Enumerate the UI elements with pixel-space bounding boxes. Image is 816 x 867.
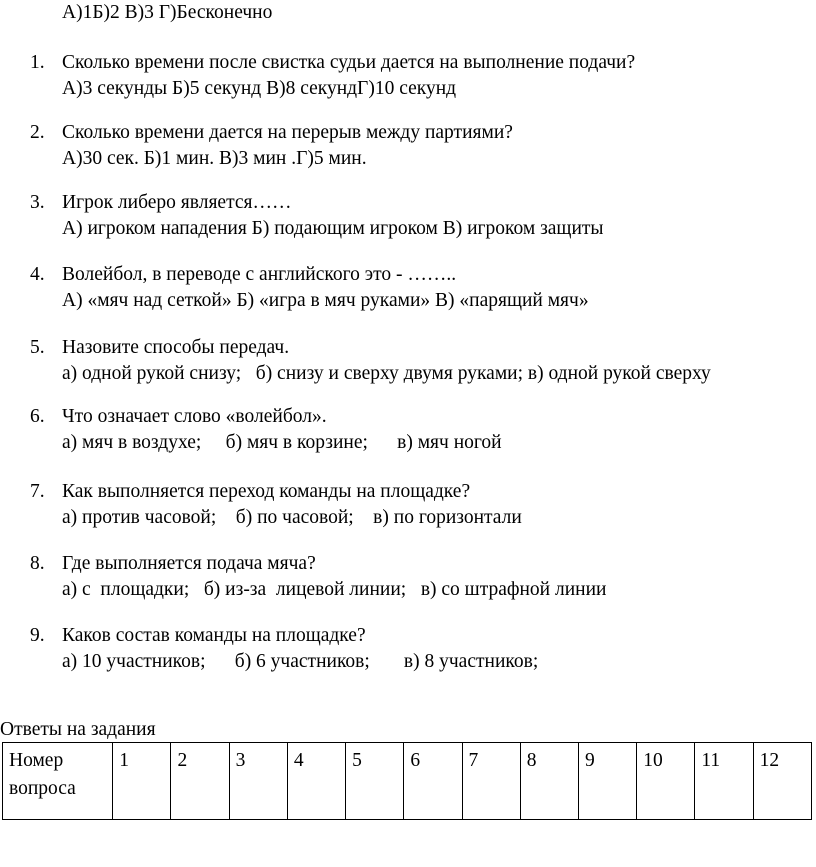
header-label-line2: вопроса: [9, 778, 76, 799]
question-answers: А) игроком нападения Б) подающим игроком В) игроком защиты: [62, 218, 604, 239]
answer-column-5: 5: [346, 743, 404, 820]
question-text: Сколько времени дается на перерыв между партиями?: [62, 122, 513, 143]
question-answers: а) с площадки; б) из-за лицевой линии; в) со штрафной линии: [62, 579, 607, 600]
question-number: 5.: [30, 337, 45, 358]
answer-column-7: 7: [462, 743, 520, 820]
header-label-line1: Номер: [9, 750, 64, 771]
question-number: 6.: [30, 406, 45, 427]
answer-column-8: 8: [520, 743, 578, 820]
question-number: 8.: [30, 553, 45, 574]
answer-column-4: 4: [287, 743, 345, 820]
question-number: 9.: [30, 625, 45, 646]
answer-column-1: 1: [113, 743, 171, 820]
question-answers: а) мяч в воздухе; б) мяч в корзине; в) мяч ногой: [62, 432, 502, 453]
answer-column-2: 2: [171, 743, 229, 820]
question-answers: а) одной рукой снизу; б) снизу и сверху двумя руками; в) одной рукой сверху: [62, 363, 711, 384]
question-number: 2.: [30, 122, 45, 143]
question-text: Что означает слово «волейбол».: [62, 406, 327, 427]
answer-column-9: 9: [578, 743, 636, 820]
question-answers: А)3 секунды Б)5 секунд В)8 секундГ)10 секунд: [62, 78, 457, 99]
question-text: Игрок либеро является……: [62, 192, 292, 213]
answers-title: Ответы на задания: [0, 719, 156, 740]
question-text: Назовите способы передач.: [62, 337, 290, 358]
question-text: Сколько времени после свистка судьи дается на выполнение подачи?: [62, 52, 636, 73]
question-number: 3.: [30, 192, 45, 213]
question-number: 1.: [30, 52, 45, 73]
question-answers: А)30 сек. Б)1 мин. В)3 мин .Г)5 мин.: [62, 148, 367, 169]
question-number-header: [3, 743, 113, 820]
answer-column-6: 6: [404, 743, 462, 820]
question-answers: а) против часовой; б) по часовой; в) по горизонтали: [62, 507, 522, 528]
question-text: Где выполняется подача мяча?: [62, 553, 316, 574]
question-text: Как выполняется переход команды на площадке?: [62, 481, 471, 502]
answer-options-line: А)1Б)2 В)3 Г)Бесконечно: [62, 2, 273, 23]
question-text: Волейбол, в переводе с английского это - ……..: [62, 264, 457, 285]
answers-table-row: [3, 743, 812, 820]
answer-column-12: 12: [753, 743, 811, 820]
answers-table: [2, 742, 812, 820]
question-text: Каков состав команды на площадке?: [62, 625, 366, 646]
question-number: 4.: [30, 264, 45, 285]
answer-column-10: 10: [637, 743, 695, 820]
question-answers: а) 10 участников; б) 6 участников; в) 8 участников;: [62, 651, 539, 672]
question-answers: А) «мяч над сеткой» Б) «игра в мяч руками» В) «парящий мяч»: [62, 290, 589, 311]
answer-column-3: 3: [229, 743, 287, 820]
question-number: 7.: [30, 481, 45, 502]
answer-column-11: 11: [695, 743, 753, 820]
